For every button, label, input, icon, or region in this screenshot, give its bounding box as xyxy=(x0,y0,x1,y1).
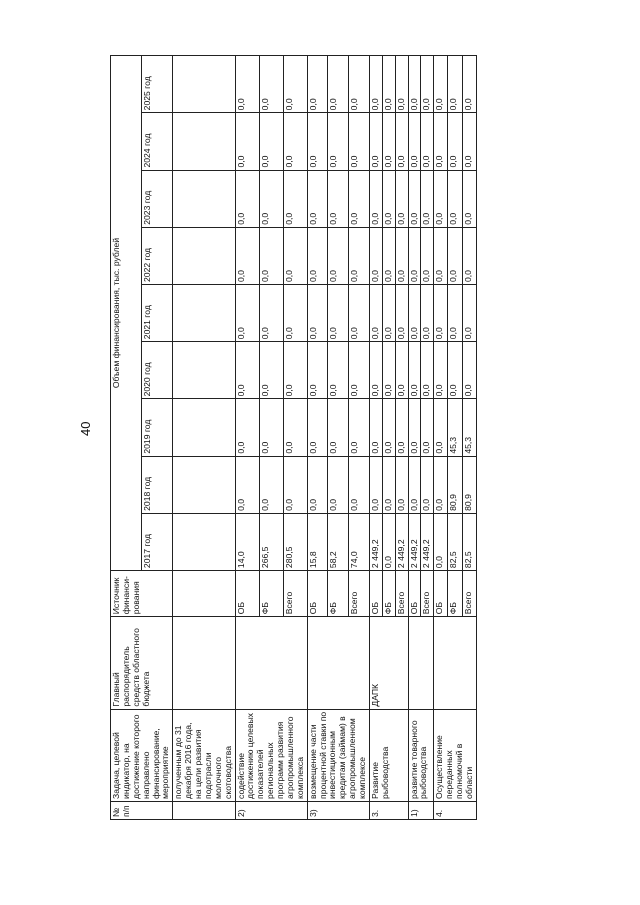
value-cell: 0,0 xyxy=(421,456,434,513)
table-row xyxy=(235,56,259,820)
source-cell: Всего xyxy=(421,571,434,617)
row-number: 2) xyxy=(235,801,307,819)
value-cell: 0,0 xyxy=(235,56,259,113)
value-cell: 0,0 xyxy=(283,342,307,399)
continuation-row xyxy=(173,56,235,820)
value-cell: 0,0 xyxy=(235,342,259,399)
value-cell: 0,0 xyxy=(395,56,408,113)
value-cell: 0,0 xyxy=(307,113,328,170)
value-cell: 0,0 xyxy=(283,113,307,170)
task-text: развитие товарного рыбоводства xyxy=(408,709,434,801)
value-cell: 0,0 xyxy=(395,113,408,170)
value-cell: 0,0 xyxy=(448,170,462,227)
value-cell: 0,0 xyxy=(382,227,395,284)
value-cell: 0,0 xyxy=(462,170,476,227)
value-cell: 80,9 xyxy=(448,456,462,513)
value-cell: 0,0 xyxy=(434,170,448,227)
value-cell: 0,0 xyxy=(395,456,408,513)
value-cell: 0,0 xyxy=(434,284,448,341)
table-row xyxy=(369,56,382,820)
source-cell: ОБ xyxy=(307,571,328,617)
value-cell: 0,0 xyxy=(462,284,476,341)
source-cell: Всего xyxy=(395,571,408,617)
value-cell: 0,0 xyxy=(349,342,370,399)
value-cell: 0,0 xyxy=(408,113,421,170)
value-cell: 0,0 xyxy=(382,513,395,570)
value-cell: 0,0 xyxy=(307,227,328,284)
row-number: 1) xyxy=(408,801,434,819)
value-cell: 0,0 xyxy=(395,227,408,284)
value-cell: 0,0 xyxy=(434,113,448,170)
source-cell: ФБ xyxy=(259,571,283,617)
header-year: 2024 год xyxy=(142,113,173,170)
page-number: 40 xyxy=(78,421,93,436)
value-cell: 0,0 xyxy=(328,170,349,227)
manager-cell xyxy=(235,617,307,709)
value-cell: 0,0 xyxy=(462,342,476,399)
value-cell: 0,0 xyxy=(328,113,349,170)
value-cell: 0,0 xyxy=(369,227,382,284)
value-cell: 0,0 xyxy=(349,456,370,513)
header-year: 2020 год xyxy=(142,342,173,399)
value-cell: 0,0 xyxy=(448,284,462,341)
value-cell: 45,3 xyxy=(462,399,476,456)
value-cell: 0,0 xyxy=(259,170,283,227)
value-cell: 0,0 xyxy=(369,399,382,456)
task-text: возмещение части процентной ставки по инвестиционным кредитам (займам) в агропромышленном комплексе xyxy=(307,709,369,801)
value-cell: 0,0 xyxy=(408,227,421,284)
value-cell: 0,0 xyxy=(395,284,408,341)
source-cell: ОБ xyxy=(434,571,448,617)
source-cell: ФБ xyxy=(382,571,395,617)
value-cell: 0,0 xyxy=(382,456,395,513)
value-cell: 0,0 xyxy=(283,284,307,341)
value-cell: 0,0 xyxy=(382,113,395,170)
value-cell: 0,0 xyxy=(369,456,382,513)
value-cell: 0,0 xyxy=(283,170,307,227)
row-number: 3. xyxy=(369,801,408,819)
value-cell: 2 449,2 xyxy=(369,513,382,570)
value-cell: 0,0 xyxy=(421,56,434,113)
header-year: 2023 год xyxy=(142,170,173,227)
financing-table xyxy=(110,55,477,820)
value-cell: 0,0 xyxy=(448,113,462,170)
value-cell: 0,0 xyxy=(448,56,462,113)
value-cell: 0,0 xyxy=(259,113,283,170)
header-year: 2017 год xyxy=(142,513,173,570)
value-cell: 0,0 xyxy=(408,456,421,513)
value-cell: 0,0 xyxy=(328,56,349,113)
value-cell: 0,0 xyxy=(307,342,328,399)
continuation-text: полученным до 31 декабря 2016 года, на цели развития подотрасли молочного скотоводства xyxy=(173,709,235,801)
value-cell: 0,0 xyxy=(408,56,421,113)
manager-cell xyxy=(434,617,477,709)
value-cell: 0,0 xyxy=(408,284,421,341)
manager-cell xyxy=(408,617,434,709)
value-cell: 0,0 xyxy=(307,170,328,227)
value-cell: 0,0 xyxy=(283,399,307,456)
value-cell: 266,5 xyxy=(259,513,283,570)
table-row xyxy=(434,56,448,820)
value-cell: 0,0 xyxy=(259,284,283,341)
value-cell: 0,0 xyxy=(395,170,408,227)
task-text: Развитие рыбоводства xyxy=(369,709,408,801)
value-cell: 0,0 xyxy=(369,342,382,399)
manager-cell: ДАПК xyxy=(369,617,408,709)
value-cell: 0,0 xyxy=(369,56,382,113)
value-cell: 0,0 xyxy=(408,170,421,227)
value-cell: 82,5 xyxy=(462,513,476,570)
value-cell: 0,0 xyxy=(349,227,370,284)
value-cell: 0,0 xyxy=(462,113,476,170)
row-number xyxy=(173,801,235,819)
header-manager: Главный распорядитель средств областного бюджета xyxy=(111,617,173,709)
value-cell: 280,5 xyxy=(283,513,307,570)
value-cell: 0,0 xyxy=(421,170,434,227)
value-cell: 0,0 xyxy=(434,456,448,513)
value-cell: 0,0 xyxy=(369,284,382,341)
header-year: 2021 год xyxy=(142,284,173,341)
value-cell: 0,0 xyxy=(349,56,370,113)
value-cell: 0,0 xyxy=(421,284,434,341)
value-cell: 0,0 xyxy=(307,284,328,341)
table-row xyxy=(307,56,328,820)
value-cell: 0,0 xyxy=(434,399,448,456)
header-year: 2025 год xyxy=(142,56,173,113)
value-cell: 0,0 xyxy=(349,170,370,227)
value-cell: 0,0 xyxy=(382,399,395,456)
value-cell: 58,2 xyxy=(328,513,349,570)
value-cell: 0,0 xyxy=(307,56,328,113)
value-cell: 0,0 xyxy=(283,56,307,113)
value-cell: 2 449,2 xyxy=(408,513,421,570)
value-cell: 0,0 xyxy=(328,456,349,513)
value-cell: 0,0 xyxy=(434,227,448,284)
value-cell: 0,0 xyxy=(395,342,408,399)
value-cell: 0,0 xyxy=(382,342,395,399)
value-cell: 0,0 xyxy=(283,227,307,284)
value-cell: 82,5 xyxy=(448,513,462,570)
value-cell: 0,0 xyxy=(328,399,349,456)
value-cell: 0,0 xyxy=(307,456,328,513)
row-number: 4. xyxy=(434,801,477,819)
task-text: Осуществление переданных полномочий в области xyxy=(434,709,477,801)
header-year: 2019 год xyxy=(142,399,173,456)
value-cell: 0,0 xyxy=(307,399,328,456)
value-cell: 0,0 xyxy=(434,342,448,399)
value-cell: 0,0 xyxy=(349,399,370,456)
header-year: 2018 год xyxy=(142,456,173,513)
value-cell: 0,0 xyxy=(421,227,434,284)
value-cell: 0,0 xyxy=(462,227,476,284)
value-cell: 0,0 xyxy=(259,56,283,113)
source-cell: Всего xyxy=(462,571,476,617)
value-cell: 0,0 xyxy=(328,227,349,284)
value-cell: 0,0 xyxy=(382,284,395,341)
value-cell: 0,0 xyxy=(259,342,283,399)
header-source: Источник финанси-рования xyxy=(111,571,173,617)
value-cell: 0,0 xyxy=(434,513,448,570)
value-cell: 0,0 xyxy=(349,284,370,341)
value-cell: 0,0 xyxy=(382,170,395,227)
value-cell: 0,0 xyxy=(421,399,434,456)
value-cell: 0,0 xyxy=(421,342,434,399)
value-cell: 0,0 xyxy=(328,284,349,341)
value-cell: 0,0 xyxy=(395,399,408,456)
source-cell: Всего xyxy=(283,571,307,617)
header-volume: Объем финансирования, тыс. рублей xyxy=(111,56,142,571)
task-text: содействие достижению целевых показателей региональных программ развития агропромышленного комплекса xyxy=(235,709,307,801)
value-cell: 0,0 xyxy=(421,113,434,170)
value-cell: 0,0 xyxy=(259,456,283,513)
rotated-table-sheet xyxy=(110,55,610,820)
manager-cell xyxy=(173,617,235,709)
value-cell: 0,0 xyxy=(448,342,462,399)
value-cell: 14,0 xyxy=(235,513,259,570)
value-cell: 0,0 xyxy=(235,399,259,456)
value-cell: 0,0 xyxy=(283,456,307,513)
value-cell: 0,0 xyxy=(382,56,395,113)
value-cell: 0,0 xyxy=(408,399,421,456)
header-no: № п/п xyxy=(111,801,173,819)
value-cell: 0,0 xyxy=(369,113,382,170)
value-cell: 0,0 xyxy=(235,456,259,513)
value-cell: 0,0 xyxy=(408,342,421,399)
value-cell: 0,0 xyxy=(259,399,283,456)
source-cell: ФБ xyxy=(328,571,349,617)
value-cell: 0,0 xyxy=(259,227,283,284)
value-cell: 0,0 xyxy=(434,56,448,113)
value-cell: 0,0 xyxy=(235,284,259,341)
row-number: 3) xyxy=(307,801,369,819)
value-cell: 2 449,2 xyxy=(395,513,408,570)
value-cell: 0,0 xyxy=(349,113,370,170)
source-cell xyxy=(173,571,235,617)
value-cell: 0,0 xyxy=(235,113,259,170)
table-row xyxy=(408,56,421,820)
header-task: Задача, целевой индикатор, на достижение которого направлено финансирование, мероприятие xyxy=(111,709,173,801)
value-cell: 0,0 xyxy=(448,227,462,284)
value-cell: 15,8 xyxy=(307,513,328,570)
source-cell: Всего xyxy=(349,571,370,617)
header-year: 2022 год xyxy=(142,227,173,284)
source-cell: ОБ xyxy=(235,571,259,617)
value-cell: 0,0 xyxy=(462,56,476,113)
value-cell: 0,0 xyxy=(235,170,259,227)
value-cell: 0,0 xyxy=(369,170,382,227)
value-cell: 45,3 xyxy=(448,399,462,456)
value-cell: 74,0 xyxy=(349,513,370,570)
value-cell: 0,0 xyxy=(328,342,349,399)
source-cell: ОБ xyxy=(369,571,382,617)
value-cell: 0,0 xyxy=(235,227,259,284)
source-cell: ОБ xyxy=(408,571,421,617)
value-cell: 2 449,2 xyxy=(421,513,434,570)
value-cell: 80,9 xyxy=(462,456,476,513)
source-cell: ФБ xyxy=(448,571,462,617)
manager-cell xyxy=(307,617,369,709)
